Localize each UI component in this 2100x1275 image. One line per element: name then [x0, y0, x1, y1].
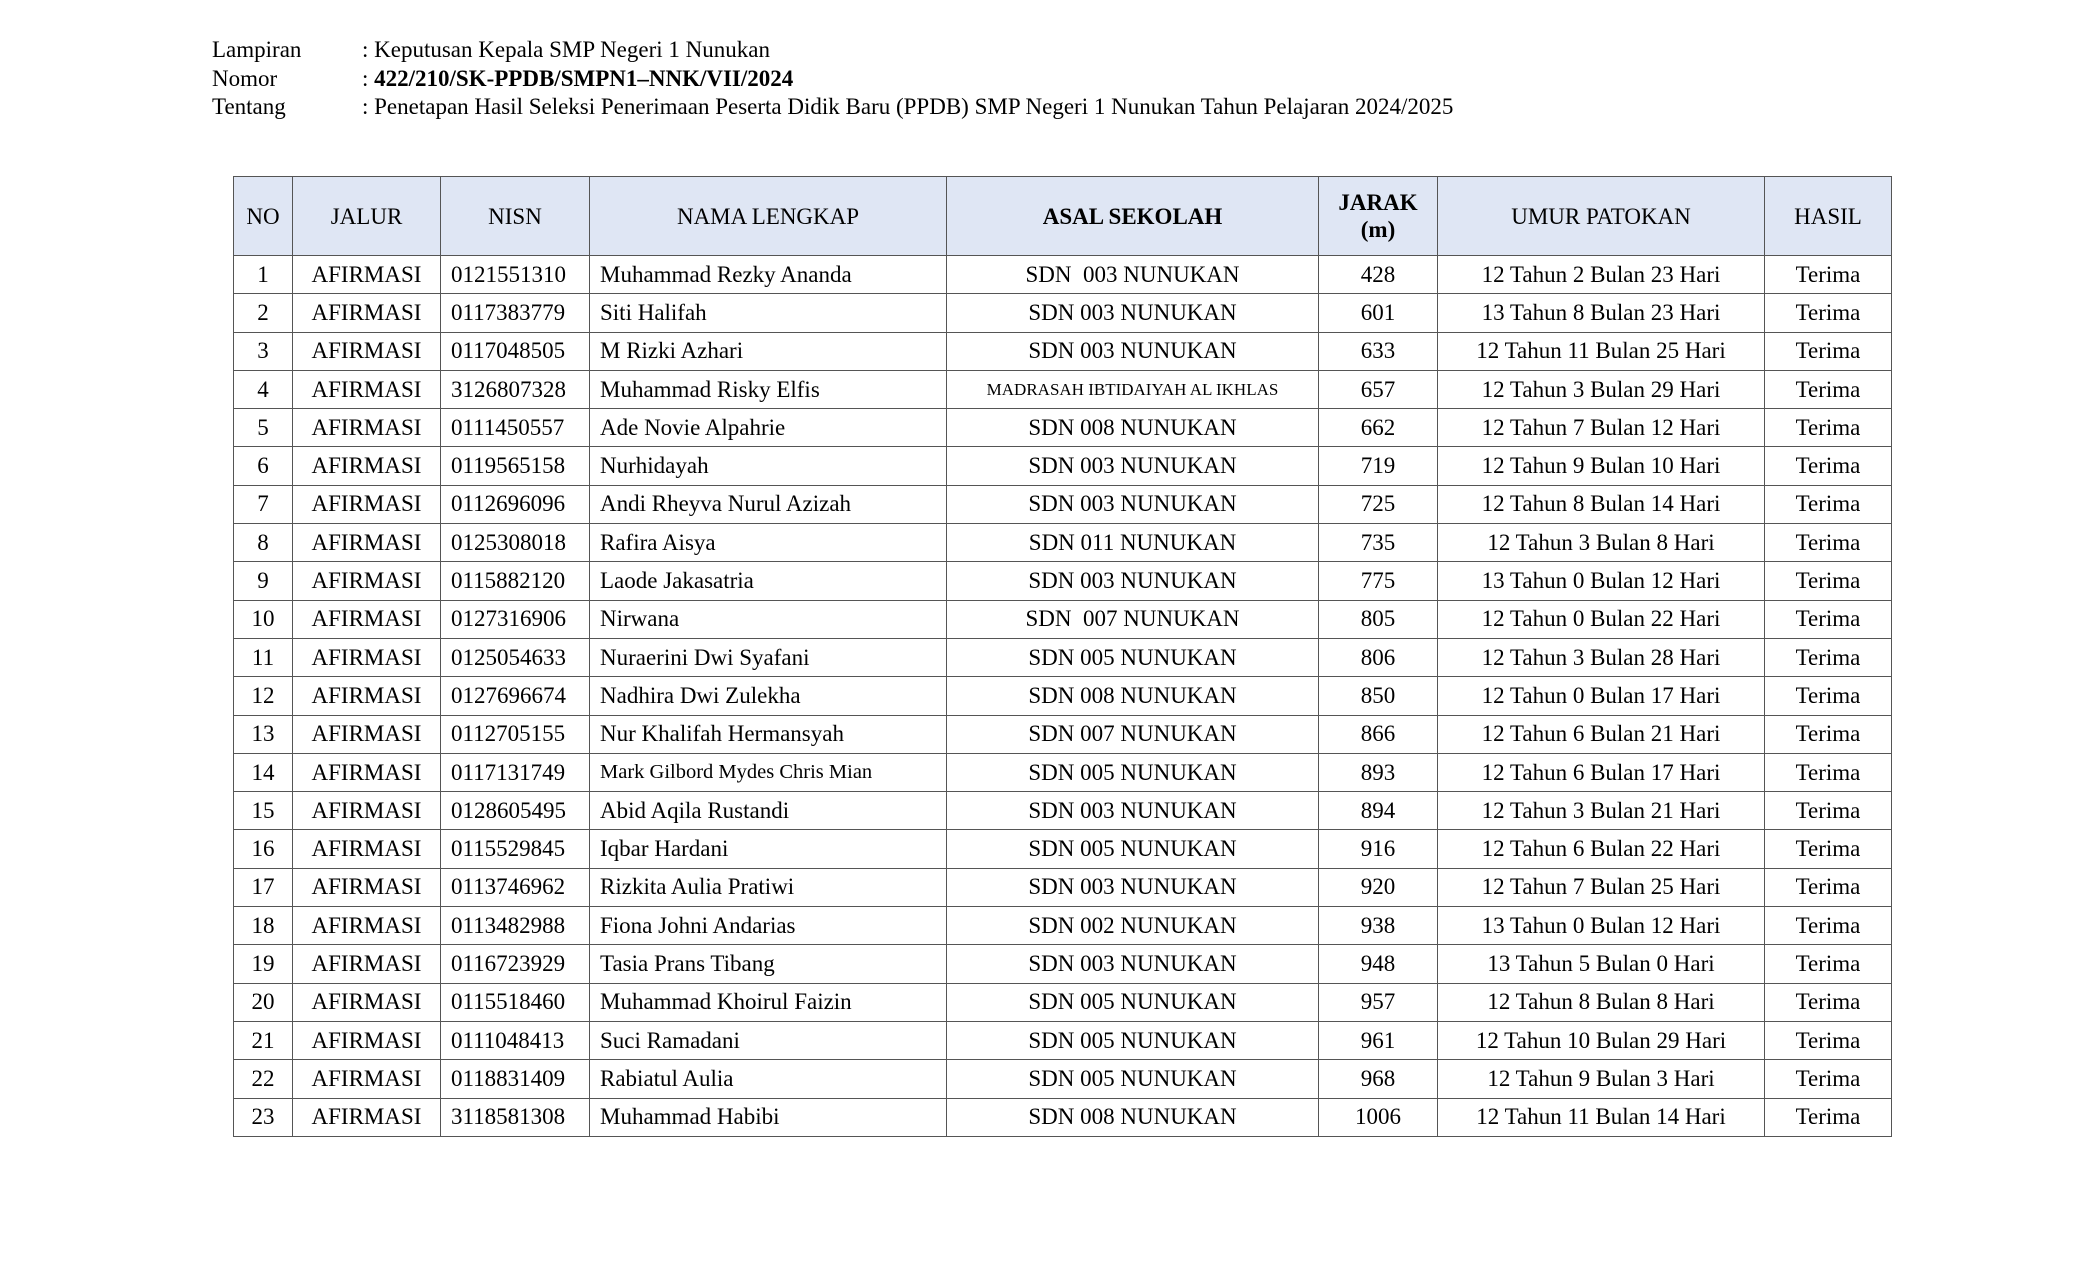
cell-asal-sekolah: SDN 008 NUNUKAN [947, 1098, 1319, 1136]
cell-asal-sekolah: SDN 003 NUNUKAN [947, 945, 1319, 983]
cell-hasil: Terima [1765, 1021, 1892, 1059]
cell-umur-patokan: 13 Tahun 0 Bulan 12 Hari [1438, 562, 1765, 600]
cell-asal-sekolah: SDN 011 NUNUKAN [947, 524, 1319, 562]
cell-jalur: AFIRMASI [293, 1060, 441, 1098]
document-header [212, 36, 1453, 122]
cell-jarak: 601 [1319, 294, 1438, 332]
table-row [234, 562, 1892, 600]
cell-nama-lengkap: Tasia Prans Tibang [590, 945, 947, 983]
cell-jarak: 633 [1319, 332, 1438, 370]
header-row-nomor [212, 65, 1453, 94]
header-value-prefix: : [362, 65, 375, 91]
column-header-nama-lengkap: NAMA LENGKAP [590, 177, 947, 256]
cell-jarak: 775 [1319, 562, 1438, 600]
cell-asal-sekolah: SDN 005 NUNUKAN [947, 638, 1319, 676]
cell-jalur: AFIRMASI [293, 294, 441, 332]
cell-jarak: 957 [1319, 983, 1438, 1021]
cell-nama-lengkap: Muhammad Rezky Ananda [590, 256, 947, 294]
cell-jalur: AFIRMASI [293, 1098, 441, 1136]
table-row [234, 907, 1892, 945]
cell-umur-patokan: 12 Tahun 10 Bulan 29 Hari [1438, 1021, 1765, 1059]
cell-no: 18 [234, 907, 293, 945]
cell-hasil: Terima [1765, 753, 1892, 791]
table-row [234, 409, 1892, 447]
cell-hasil: Terima [1765, 792, 1892, 830]
table-row [234, 1098, 1892, 1136]
cell-umur-patokan: 12 Tahun 6 Bulan 17 Hari [1438, 753, 1765, 791]
cell-jarak: 725 [1319, 485, 1438, 523]
selection-results-table [233, 176, 1892, 1137]
cell-nisn: 0121551310 [441, 256, 590, 294]
cell-no: 17 [234, 868, 293, 906]
cell-jalur: AFIRMASI [293, 600, 441, 638]
cell-asal-sekolah: SDN 003 NUNUKAN [947, 562, 1319, 600]
cell-umur-patokan: 12 Tahun 0 Bulan 17 Hari [1438, 677, 1765, 715]
cell-jarak: 968 [1319, 1060, 1438, 1098]
cell-jarak: 1006 [1319, 1098, 1438, 1136]
cell-hasil: Terima [1765, 600, 1892, 638]
cell-jalur: AFIRMASI [293, 830, 441, 868]
cell-nama-lengkap: Abid Aqila Rustandi [590, 792, 947, 830]
cell-umur-patokan: 12 Tahun 9 Bulan 10 Hari [1438, 447, 1765, 485]
cell-nama-lengkap: Ade Novie Alpahrie [590, 409, 947, 447]
cell-jalur: AFIRMASI [293, 753, 441, 791]
cell-nisn: 0127696674 [441, 677, 590, 715]
table-body [234, 256, 1892, 1137]
cell-hasil: Terima [1765, 370, 1892, 408]
cell-nama-lengkap: Nadhira Dwi Zulekha [590, 677, 947, 715]
cell-hasil: Terima [1765, 332, 1892, 370]
cell-asal-sekolah: SDN 003 NUNUKAN [947, 485, 1319, 523]
header-label: Tentang [212, 94, 286, 119]
column-header-nisn: NISN [441, 177, 590, 256]
cell-jarak: 806 [1319, 638, 1438, 676]
cell-nama-lengkap: Rabiatul Aulia [590, 1060, 947, 1098]
cell-nisn: 0125054633 [441, 638, 590, 676]
cell-no: 20 [234, 983, 293, 1021]
cell-umur-patokan: 12 Tahun 11 Bulan 25 Hari [1438, 332, 1765, 370]
cell-jalur: AFIRMASI [293, 638, 441, 676]
table-row [234, 677, 1892, 715]
cell-nama-lengkap: Rafira Aisya [590, 524, 947, 562]
cell-asal-sekolah: SDN 005 NUNUKAN [947, 753, 1319, 791]
cell-no: 21 [234, 1021, 293, 1059]
cell-asal-sekolah: SDN 005 NUNUKAN [947, 1060, 1319, 1098]
cell-hasil: Terima [1765, 638, 1892, 676]
cell-nisn: 0111048413 [441, 1021, 590, 1059]
cell-asal-sekolah: SDN 003 NUNUKAN [947, 792, 1319, 830]
table-row [234, 753, 1892, 791]
cell-jarak: 719 [1319, 447, 1438, 485]
cell-jarak: 428 [1319, 256, 1438, 294]
cell-hasil: Terima [1765, 409, 1892, 447]
cell-umur-patokan: 12 Tahun 3 Bulan 21 Hari [1438, 792, 1765, 830]
cell-nisn: 0118831409 [441, 1060, 590, 1098]
jarak-label: JARAK [1338, 190, 1418, 215]
table-row [234, 945, 1892, 983]
cell-no: 15 [234, 792, 293, 830]
cell-nama-lengkap: Muhammad Risky Elfis [590, 370, 947, 408]
cell-nisn: 0116723929 [441, 945, 590, 983]
cell-jarak: 916 [1319, 830, 1438, 868]
cell-no: 10 [234, 600, 293, 638]
cell-jalur: AFIRMASI [293, 256, 441, 294]
cell-no: 16 [234, 830, 293, 868]
table-row [234, 638, 1892, 676]
cell-asal-sekolah: SDN 002 NUNUKAN [947, 907, 1319, 945]
cell-nisn: 0119565158 [441, 447, 590, 485]
cell-no: 14 [234, 753, 293, 791]
cell-umur-patokan: 12 Tahun 8 Bulan 14 Hari [1438, 485, 1765, 523]
cell-umur-patokan: 12 Tahun 3 Bulan 28 Hari [1438, 638, 1765, 676]
cell-asal-sekolah: SDN 003 NUNUKAN [947, 447, 1319, 485]
cell-nama-lengkap: Muhammad Khoirul Faizin [590, 983, 947, 1021]
cell-asal-sekolah: SDN 007 NUNUKAN [947, 600, 1319, 638]
cell-nisn: 3118581308 [441, 1098, 590, 1136]
cell-nisn: 0128605495 [441, 792, 590, 830]
cell-no: 11 [234, 638, 293, 676]
table-row [234, 332, 1892, 370]
cell-asal-sekolah: SDN 007 NUNUKAN [947, 715, 1319, 753]
cell-hasil: Terima [1765, 524, 1892, 562]
cell-nisn: 3126807328 [441, 370, 590, 408]
cell-jalur: AFIRMASI [293, 907, 441, 945]
cell-nisn: 0113746962 [441, 868, 590, 906]
cell-asal-sekolah: SDN 005 NUNUKAN [947, 830, 1319, 868]
cell-no: 12 [234, 677, 293, 715]
table-row [234, 1021, 1892, 1059]
cell-asal-sekolah: SDN 003 NUNUKAN [947, 256, 1319, 294]
cell-nisn: 0115518460 [441, 983, 590, 1021]
cell-hasil: Terima [1765, 830, 1892, 868]
cell-hasil: Terima [1765, 983, 1892, 1021]
cell-umur-patokan: 12 Tahun 8 Bulan 8 Hari [1438, 983, 1765, 1021]
table-row [234, 868, 1892, 906]
cell-jalur: AFIRMASI [293, 792, 441, 830]
cell-no: 8 [234, 524, 293, 562]
cell-nama-lengkap: Fiona Johni Andarias [590, 907, 947, 945]
cell-hasil: Terima [1765, 256, 1892, 294]
cell-jarak: 866 [1319, 715, 1438, 753]
cell-nama-lengkap: Nirwana [590, 600, 947, 638]
header-value: : Keputusan Kepala SMP Negeri 1 Nunukan [362, 37, 770, 62]
cell-jarak: 920 [1319, 868, 1438, 906]
cell-jalur: AFIRMASI [293, 524, 441, 562]
column-header-umur-patokan: UMUR PATOKAN [1438, 177, 1765, 256]
cell-umur-patokan: 12 Tahun 3 Bulan 8 Hari [1438, 524, 1765, 562]
header-label: Lampiran [212, 37, 302, 62]
cell-nisn: 0112705155 [441, 715, 590, 753]
cell-umur-patokan: 12 Tahun 7 Bulan 12 Hari [1438, 409, 1765, 447]
cell-asal-sekolah: SDN 005 NUNUKAN [947, 983, 1319, 1021]
table-row [234, 370, 1892, 408]
column-header-asal-sekolah: ASAL SEKOLAH [947, 177, 1319, 256]
table-row [234, 715, 1892, 753]
cell-hasil: Terima [1765, 677, 1892, 715]
table-row [234, 485, 1892, 523]
cell-no: 7 [234, 485, 293, 523]
cell-nisn: 0125308018 [441, 524, 590, 562]
cell-jalur: AFIRMASI [293, 983, 441, 1021]
cell-hasil: Terima [1765, 447, 1892, 485]
cell-jarak: 805 [1319, 600, 1438, 638]
cell-nama-lengkap: Suci Ramadani [590, 1021, 947, 1059]
cell-nisn: 0112696096 [441, 485, 590, 523]
column-header-jarak [1319, 177, 1438, 256]
cell-jalur: AFIRMASI [293, 409, 441, 447]
cell-jalur: AFIRMASI [293, 562, 441, 600]
cell-jarak: 662 [1319, 409, 1438, 447]
cell-umur-patokan: 13 Tahun 8 Bulan 23 Hari [1438, 294, 1765, 332]
cell-jalur: AFIRMASI [293, 332, 441, 370]
table-row [234, 256, 1892, 294]
cell-no: 9 [234, 562, 293, 600]
cell-asal-sekolah: SDN 008 NUNUKAN [947, 409, 1319, 447]
cell-umur-patokan: 12 Tahun 7 Bulan 25 Hari [1438, 868, 1765, 906]
cell-asal-sekolah: MADRASAH IBTIDAIYAH AL IKHLAS [947, 370, 1319, 408]
cell-nama-lengkap: Andi Rheyva Nurul Azizah [590, 485, 947, 523]
cell-hasil: Terima [1765, 945, 1892, 983]
decree-number: 422/210/SK-PPDB/SMPN1–NNK/VII/2024 [374, 65, 794, 91]
table-row [234, 792, 1892, 830]
cell-asal-sekolah: SDN 005 NUNUKAN [947, 1021, 1319, 1059]
cell-hasil: Terima [1765, 907, 1892, 945]
cell-nama-lengkap: Nur Khalifah Hermansyah [590, 715, 947, 753]
table-row [234, 600, 1892, 638]
cell-jarak: 938 [1319, 907, 1438, 945]
cell-jarak: 893 [1319, 753, 1438, 791]
cell-hasil: Terima [1765, 868, 1892, 906]
cell-nama-lengkap: M Rizki Azhari [590, 332, 947, 370]
cell-nisn: 0117383779 [441, 294, 590, 332]
cell-nama-lengkap: Mark Gilbord Mydes Chris Mian [590, 753, 947, 791]
cell-asal-sekolah: SDN 003 NUNUKAN [947, 332, 1319, 370]
cell-nisn: 0115882120 [441, 562, 590, 600]
cell-hasil: Terima [1765, 1060, 1892, 1098]
cell-no: 23 [234, 1098, 293, 1136]
table-row [234, 524, 1892, 562]
cell-no: 6 [234, 447, 293, 485]
cell-nisn: 0117048505 [441, 332, 590, 370]
cell-nisn: 0113482988 [441, 907, 590, 945]
column-header-hasil: HASIL [1765, 177, 1892, 256]
header-row-tentang [212, 93, 1453, 122]
cell-nama-lengkap: Muhammad Habibi [590, 1098, 947, 1136]
table-header-row [234, 177, 1892, 256]
header-row-lampiran [212, 36, 1453, 65]
cell-nama-lengkap: Iqbar Hardani [590, 830, 947, 868]
cell-nisn: 0115529845 [441, 830, 590, 868]
cell-umur-patokan: 13 Tahun 5 Bulan 0 Hari [1438, 945, 1765, 983]
table-row [234, 1060, 1892, 1098]
header-value [362, 65, 793, 94]
cell-no: 13 [234, 715, 293, 753]
cell-nama-lengkap: Siti Halifah [590, 294, 947, 332]
cell-no: 3 [234, 332, 293, 370]
cell-no: 19 [234, 945, 293, 983]
table-row [234, 830, 1892, 868]
cell-nama-lengkap: Nuraerini Dwi Syafani [590, 638, 947, 676]
column-header-jalur: JALUR [293, 177, 441, 256]
cell-jalur: AFIRMASI [293, 447, 441, 485]
cell-asal-sekolah: SDN 008 NUNUKAN [947, 677, 1319, 715]
table-row [234, 983, 1892, 1021]
cell-hasil: Terima [1765, 1098, 1892, 1136]
cell-umur-patokan: 12 Tahun 6 Bulan 21 Hari [1438, 715, 1765, 753]
cell-jarak: 961 [1319, 1021, 1438, 1059]
cell-umur-patokan: 12 Tahun 9 Bulan 3 Hari [1438, 1060, 1765, 1098]
cell-no: 22 [234, 1060, 293, 1098]
column-header-no: NO [234, 177, 293, 256]
cell-nisn: 0111450557 [441, 409, 590, 447]
cell-umur-patokan: 12 Tahun 2 Bulan 23 Hari [1438, 256, 1765, 294]
table-row [234, 447, 1892, 485]
cell-asal-sekolah: SDN 003 NUNUKAN [947, 294, 1319, 332]
cell-jarak: 735 [1319, 524, 1438, 562]
jarak-unit: (m) [1360, 217, 1396, 242]
cell-jalur: AFIRMASI [293, 370, 441, 408]
cell-no: 2 [234, 294, 293, 332]
cell-hasil: Terima [1765, 485, 1892, 523]
cell-umur-patokan: 12 Tahun 11 Bulan 14 Hari [1438, 1098, 1765, 1136]
cell-nama-lengkap: Laode Jakasatria [590, 562, 947, 600]
cell-nama-lengkap: Rizkita Aulia Pratiwi [590, 868, 947, 906]
cell-jalur: AFIRMASI [293, 485, 441, 523]
cell-nama-lengkap: Nurhidayah [590, 447, 947, 485]
cell-asal-sekolah: SDN 003 NUNUKAN [947, 868, 1319, 906]
cell-umur-patokan: 13 Tahun 0 Bulan 12 Hari [1438, 907, 1765, 945]
header-label: Nomor [212, 65, 278, 91]
header-value: : Penetapan Hasil Seleksi Penerimaan Peserta Didik Baru (PPDB) SMP Negeri 1 Nunukan Tahun Pelajaran 2024/2025 [362, 94, 1454, 119]
cell-umur-patokan: 12 Tahun 6 Bulan 22 Hari [1438, 830, 1765, 868]
cell-jalur: AFIRMASI [293, 945, 441, 983]
cell-jarak: 894 [1319, 792, 1438, 830]
cell-jalur: AFIRMASI [293, 868, 441, 906]
cell-jarak: 948 [1319, 945, 1438, 983]
cell-jarak: 850 [1319, 677, 1438, 715]
cell-no: 4 [234, 370, 293, 408]
cell-nisn: 0127316906 [441, 600, 590, 638]
cell-jarak: 657 [1319, 370, 1438, 408]
cell-hasil: Terima [1765, 294, 1892, 332]
cell-jalur: AFIRMASI [293, 677, 441, 715]
cell-jalur: AFIRMASI [293, 715, 441, 753]
cell-no: 5 [234, 409, 293, 447]
cell-no: 1 [234, 256, 293, 294]
cell-nisn: 0117131749 [441, 753, 590, 791]
cell-hasil: Terima [1765, 562, 1892, 600]
cell-umur-patokan: 12 Tahun 3 Bulan 29 Hari [1438, 370, 1765, 408]
cell-hasil: Terima [1765, 715, 1892, 753]
cell-umur-patokan: 12 Tahun 0 Bulan 22 Hari [1438, 600, 1765, 638]
table-row [234, 294, 1892, 332]
cell-jalur: AFIRMASI [293, 1021, 441, 1059]
